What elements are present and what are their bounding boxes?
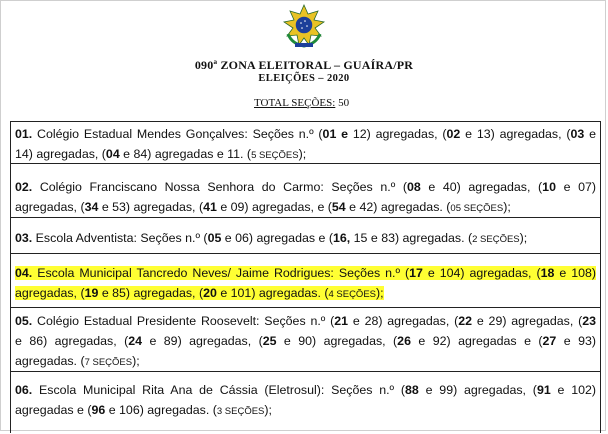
section-number: 05 SEÇÕES — [450, 203, 504, 214]
section-number: 03 — [570, 127, 585, 141]
entry-text: ); — [376, 286, 384, 300]
section-number: 25 — [262, 334, 277, 348]
entry-text: ); — [298, 147, 307, 161]
entry-text: agregadas. ( — [15, 354, 85, 368]
entry-line — [15, 144, 596, 164]
entry-number: 06. — [15, 383, 40, 397]
section-number: 22 — [458, 314, 473, 328]
zone-title: 090ª ZONA ELEITORAL – GUAÍRA/PR — [194, 58, 414, 72]
sections-table — [10, 121, 601, 433]
entry-line — [15, 331, 596, 351]
section-number: 34 — [84, 200, 99, 214]
entry-text: Escola Adventista: Seções n.º ( — [35, 231, 208, 245]
entry-number: 05. — [15, 314, 38, 328]
entry-text: Colégio Estadual Presidente Roosevelt: Seções n.º ( — [37, 314, 335, 328]
entry-text: agregadas, ( — [15, 286, 85, 300]
section-number: 16, — [332, 231, 351, 245]
entry-line — [15, 197, 596, 217]
entry-number: 03. — [15, 231, 36, 245]
entry-text: 12) agregadas, ( — [348, 127, 447, 141]
entry-line — [15, 380, 596, 400]
section-number: 10 — [542, 180, 556, 194]
entry-text: e — [584, 127, 597, 141]
entry-text: e 40) agregadas, ( — [420, 180, 543, 194]
section-number: 08 — [406, 180, 421, 194]
section-number: 3 SEÇÕES — [216, 406, 265, 417]
section-number: 05 — [207, 231, 222, 245]
section-number: 17 — [409, 266, 423, 280]
entry-text: e 101) agregadas. ( — [216, 286, 329, 300]
entry-number: 01. — [15, 127, 38, 141]
table-row — [11, 254, 600, 308]
entry-04 — [15, 263, 596, 303]
entry-line — [15, 177, 596, 197]
total-sections — [254, 97, 349, 109]
entry-text: 14) agregadas, ( — [15, 147, 106, 161]
entry-text: ); — [519, 231, 528, 245]
entry-text: e 53) agregadas, ( — [98, 200, 204, 214]
entry-text: ); — [264, 403, 272, 417]
entry-text: e 106) agregadas. ( — [105, 403, 217, 417]
entry-line — [15, 400, 596, 420]
table-row — [11, 164, 600, 218]
entry-text: e 29) agregadas, ( — [472, 314, 583, 328]
entry-text: e 85) agregadas, ( — [98, 286, 204, 300]
entry-number: 04. — [15, 266, 38, 280]
entry-text: e 42) agregadas. ( — [345, 200, 451, 214]
entry-text: e 09) agregadas, e ( — [216, 200, 332, 214]
brazil-coat-of-arms-icon — [280, 4, 328, 50]
entry-text: e 99) agregadas, ( — [418, 383, 537, 397]
entry-03 — [15, 228, 596, 248]
section-number: 96 — [91, 403, 106, 417]
entry-line — [15, 124, 596, 144]
section-number: 41 — [203, 200, 217, 214]
entry-number: 02. — [15, 180, 40, 194]
section-number: 4 SEÇÕES — [328, 289, 376, 300]
entry-text: Colégio Estadual Mendes Gonçalves: Seções n.º ( — [37, 127, 323, 141]
section-number: 54 — [331, 200, 346, 214]
table-row — [11, 122, 600, 164]
entry-text: 15 e 83) agregadas. ( — [350, 231, 473, 245]
entry-text: e 102) — [550, 383, 597, 397]
entry-text: e 13) agregadas, ( — [460, 127, 571, 141]
entry-line — [15, 351, 596, 371]
entry-text: e 28) agregadas, ( — [348, 314, 459, 328]
entry-text: e 89) agregadas, ( — [142, 334, 263, 348]
section-number: 19 — [84, 286, 99, 300]
entry-01 — [15, 124, 596, 164]
entry-text: e 108) — [554, 266, 597, 280]
entry-text: e 86) agregadas, ( — [15, 334, 129, 348]
election-title: ELEIÇÕES – 2020 — [258, 73, 350, 84]
entry-text: agregadas, ( — [15, 200, 85, 214]
table-row — [11, 308, 600, 372]
total-value: 50 — [338, 97, 350, 109]
entry-line — [15, 311, 596, 331]
section-number: 23 — [582, 314, 597, 328]
section-number: 04 — [105, 147, 120, 161]
entry-text: Escola Municipal Tancredo Neves/ Jaime Rodrigues: Seções n.º ( — [37, 266, 410, 280]
entry-text: e 06) agregadas e ( — [221, 231, 333, 245]
table-row — [11, 218, 600, 254]
section-number: 24 — [128, 334, 143, 348]
entry-text: e 07) — [555, 180, 597, 194]
section-number: 01 e — [322, 127, 349, 141]
section-number: 88 — [405, 383, 419, 397]
table-row — [11, 372, 600, 434]
section-number: 26 — [397, 334, 411, 348]
entry-line — [15, 228, 596, 248]
entry-06 — [15, 380, 596, 420]
entry-text: e 90) agregadas, ( — [276, 334, 398, 348]
section-number: 2 SEÇÕES — [472, 234, 520, 245]
entry-text: Colégio Franciscano Nossa Senhora do Carmo: Seções n.º ( — [39, 180, 407, 194]
entry-text: agregadas e ( — [15, 403, 92, 417]
section-number: 21 — [334, 314, 349, 328]
entry-02 — [15, 177, 596, 217]
entry-text: e 104) agregadas, ( — [422, 266, 541, 280]
section-number: 5 SEÇÕES — [251, 150, 299, 161]
section-number: 27 — [542, 334, 557, 348]
entry-text: ); — [503, 200, 511, 214]
entry-05 — [15, 311, 596, 371]
section-number: 20 — [203, 286, 217, 300]
entry-text: e 93) — [556, 334, 596, 348]
total-label: TOTAL SEÇÕES: — [254, 97, 336, 109]
entry-text: e 84) agregadas e 11. ( — [119, 147, 252, 161]
entry-line — [15, 263, 596, 283]
section-number: 91 — [536, 383, 551, 397]
entry-text: Escola Municipal Rita Ana de Cássia (Eletrosul): Seções n.º ( — [39, 383, 406, 397]
entry-text: e 92) agregadas e ( — [410, 334, 543, 348]
section-number: 7 SEÇÕES — [84, 357, 133, 368]
entry-text: ); — [132, 354, 140, 368]
entry-line — [15, 283, 596, 303]
section-number: 18 — [540, 266, 555, 280]
section-number: 02 — [446, 127, 461, 141]
